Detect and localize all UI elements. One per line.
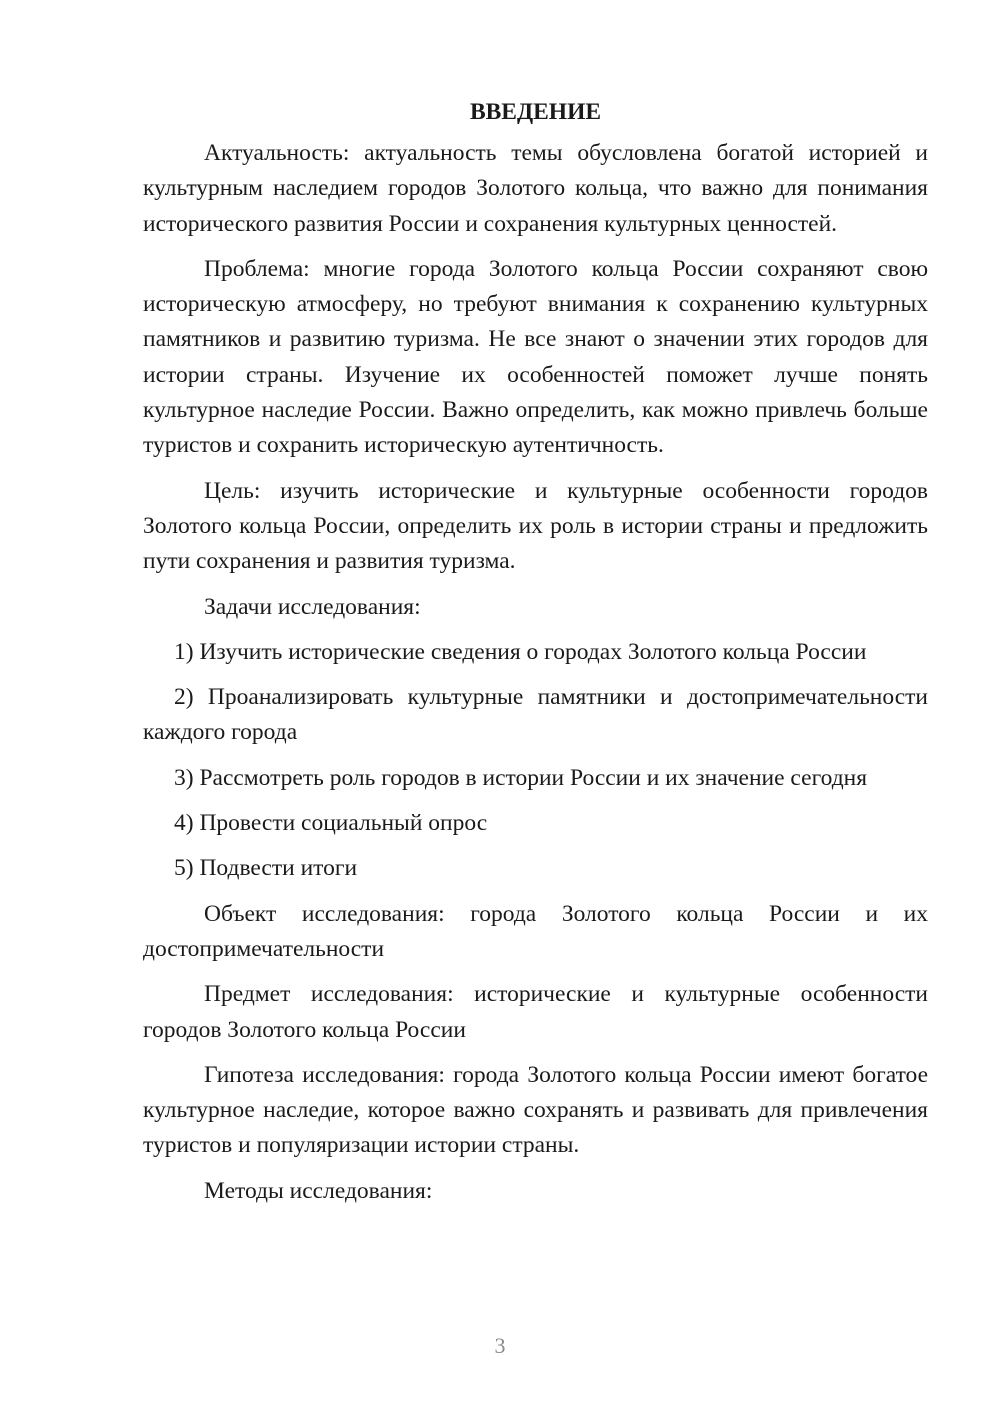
task-item-1: 1) Изучить исторические сведения о городах Золотого кольца России [174, 638, 867, 665]
relevance-paragraph: Актуальность: актуальность темы обусловлена богатой историей и культурным наследием городов Золотого кольца, что важно для понимания исторического развития России и сохранения культурных ценностей. [143, 140, 928, 237]
task-item-4: 4) Провести социальный опрос [174, 810, 488, 837]
task-item-2: 2) Проанализировать культурные памятники и достопримечательности каждого города [143, 684, 928, 746]
page-number: 3 [494, 1333, 506, 1358]
subject-paragraph: Предмет исследования: исторические и культурные особенности городов Золотого кольца России [143, 981, 928, 1043]
hypothesis-paragraph: Гипотеза исследования: города Золотого кольца России имеют богатое культурное наследие, которое важно сохранять и развивать для привлечения туристов и популяризации истории страны. [143, 1061, 928, 1159]
document-page [143, 94, 928, 1219]
problem-paragraph: Проблема: многие города Золотого кольца России сохраняют свою историческую атмосферу, но требуют внимания к сохранению культурных памятников и развитию туризма. Не все знают о значении этих городов для истории страны. Изучение их особенностей поможет лучше понять культурное наследие России. Важно определить, как можно привлечь больше туристов и сохранить историческую аутентичность. [143, 255, 928, 459]
tasks-heading: Задачи исследования: [204, 593, 421, 620]
object-paragraph: Объект исследования: города Золотого кольца России и их достопримечательности [143, 900, 928, 962]
task-item-3: 3) Рассмотреть роль городов в истории России и их значение сегодня [174, 764, 868, 791]
task-item-5: 5) Подвести итоги [174, 855, 358, 882]
methods-heading: Методы исследования: [204, 1177, 433, 1204]
section-title: ВВЕДЕНИЕ [469, 99, 602, 125]
goal-paragraph: Цель: изучить исторические и культурные особенности городов Золотого кольца России, определить их роль в истории страны и предложить пути сохранения и развития туризма. [143, 477, 928, 575]
